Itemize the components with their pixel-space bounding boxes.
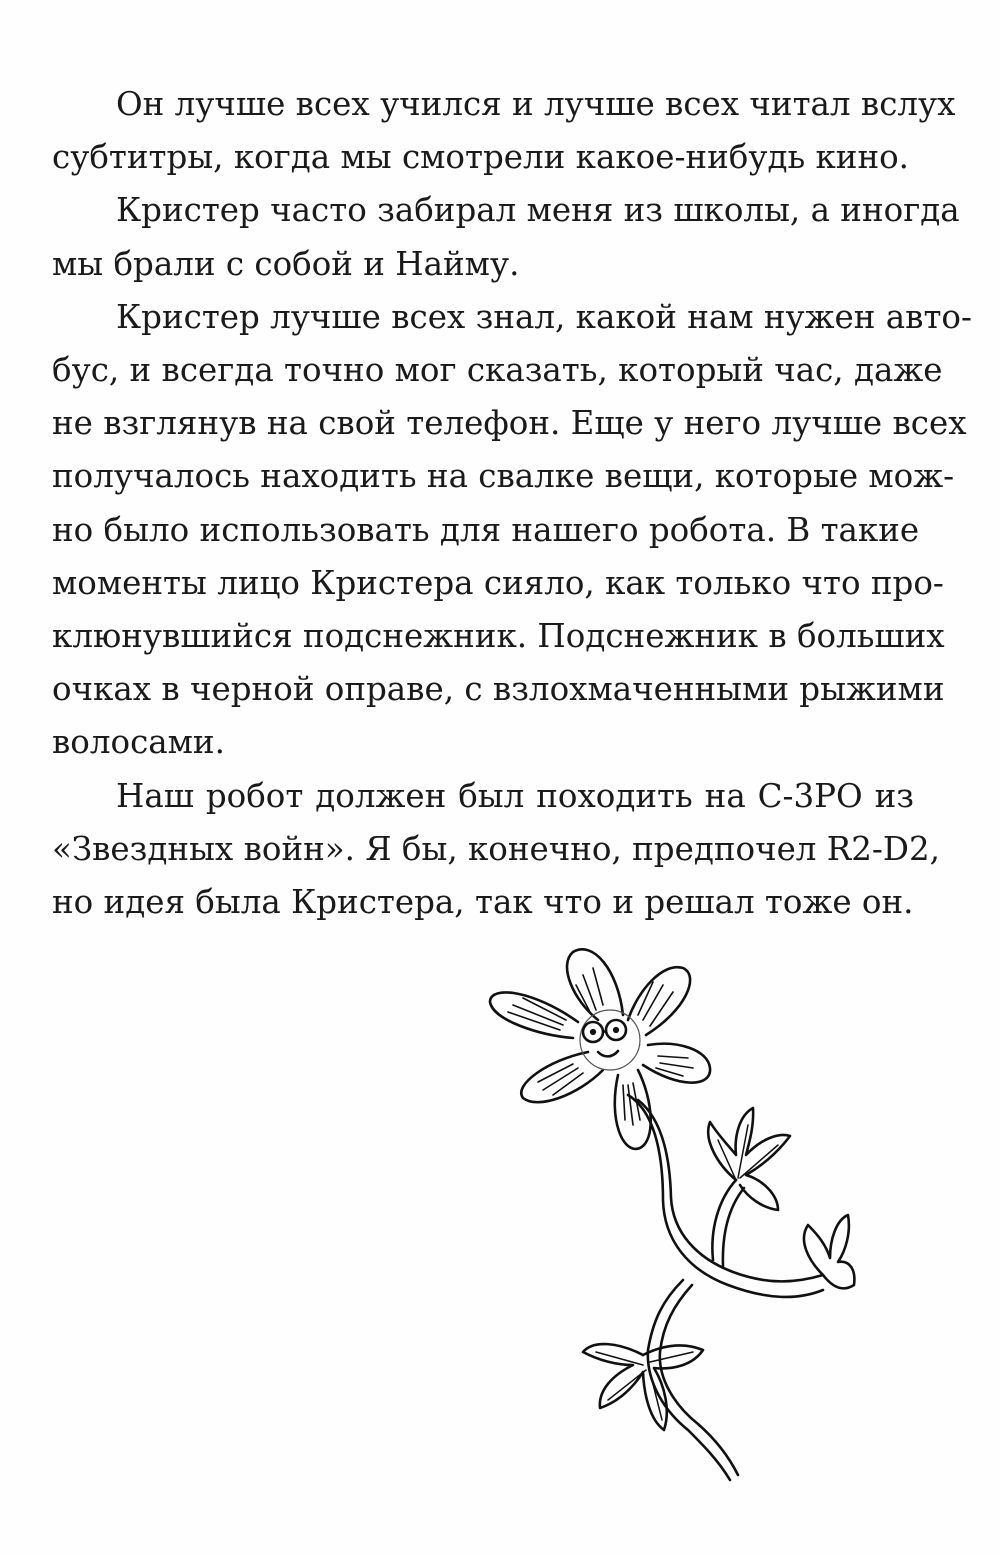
text-line: «Звездных войн». Я бы, конечно, предпочел R2-D2,: [52, 829, 940, 868]
text-line: волосами.: [52, 723, 225, 762]
text-line: Кристер часто забирал меня из школы, а иногда: [116, 191, 960, 230]
text-line: получалось находить на свалке вещи, которые мож-: [52, 457, 955, 496]
flower-with-glasses-icon: [478, 940, 858, 1500]
text-line: Наш робот должен был походить на С-3РО из: [116, 776, 914, 815]
text-line: мы брали с собой и Найму.: [52, 244, 520, 283]
text-line: субтитры, когда мы смотрели какое-нибудь кино.: [52, 138, 910, 177]
text-line: не взглянув на свой телефон. Еще у него лучше всех: [52, 404, 967, 443]
text-line: бус, и всегда точно мог сказать, который час, даже: [52, 351, 943, 390]
text-line: моменты лицо Кристера сияло, как только что про-: [52, 563, 944, 602]
text-line: очках в черной оправе, с взлохмаченными рыжими: [52, 670, 945, 709]
text-line: клюнувшийся подснежник. Подснежник в больших: [52, 617, 945, 656]
text-line: Кристер лучше всех знал, какой нам нужен авто-: [116, 297, 972, 336]
text-line: Он лучше всех учился и лучше всех читал вслух: [116, 85, 956, 123]
body-text: [52, 78, 972, 929]
text-line: но было использовать для нашего робота. В такие: [52, 510, 920, 549]
text-line: но идея была Кристера, так что и решал тоже он.: [52, 883, 914, 922]
